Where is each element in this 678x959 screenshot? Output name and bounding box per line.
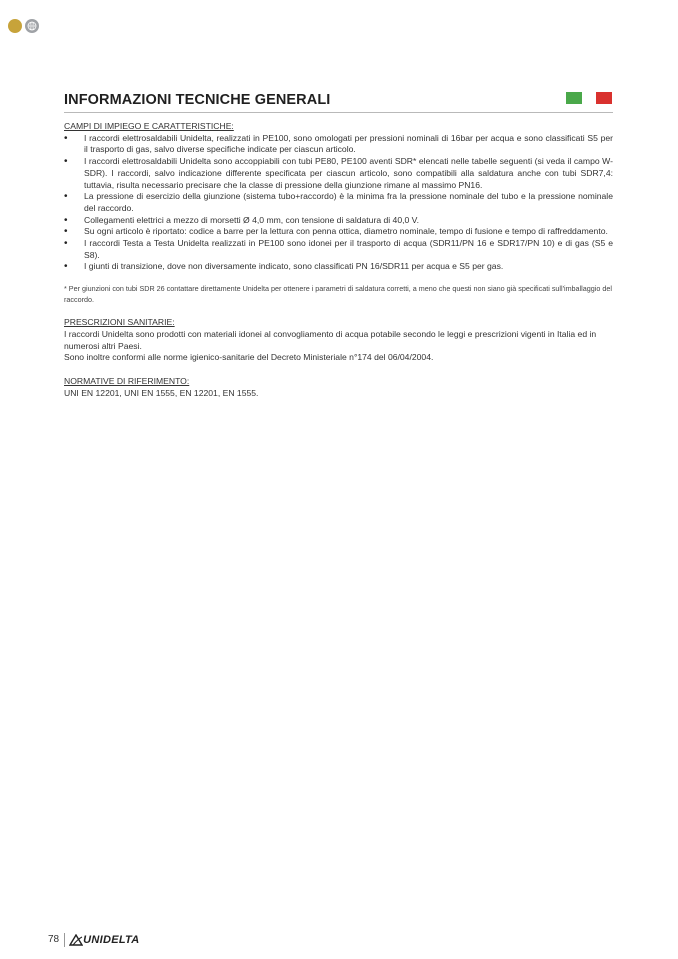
flag-green-swatch [566,92,582,104]
campi-list [64,133,613,273]
campi-section [64,121,613,305]
footnote: * Per giunzioni con tubi SDR 26 contattare direttamente Unidelta per ottenere i parametri di saldatura corretti, a meno che questi non siano già specificati sull'imballaggio del raccordo. [64,284,612,304]
section-header [64,90,613,113]
main-content [64,121,613,399]
list-item: • La pressione di esercizio della giunzione (sistema tubo+raccordo) è la minima fra la pressione nominale del tubo e la pressione nominale del raccordo. [64,191,613,214]
normative-section [64,376,613,399]
list-item: • I giunti di transizione, dove non diversamente indicato, sono classificati PN 16/SDR11 per acqua e S5 per gas. [64,261,613,273]
normative-text: UNI EN 12201, UNI EN 1555, EN 12201, EN 1555. [64,387,259,398]
list-item: • Su ogni articolo è riportato: codice a barre per la lettura con penna ottica, diametro nominale, tempo di fusione e tempo di raffreddamento. [64,226,613,238]
list-item: • Collegamenti elettrici a mezzo di morsetti Ø 4,0 mm, con tensione di saldatura di 40,0 V. [64,215,613,227]
top-corner-badges [8,19,39,33]
prescrizioni-heading: PRESCRIZIONI SANITARIE: [64,317,175,328]
page-footer [48,933,140,947]
normative-heading: NORMATIVE DI RIFERIMENTO: [64,375,190,386]
page-number: 78 [48,933,65,947]
prescrizioni-paragraph: Sono inoltre conformi alle norme igienico-sanitarie del Decreto Ministeriale n°174 del 06/04/2004. [64,352,434,363]
unidelta-logo [69,934,139,946]
delta-logo-icon [69,934,83,946]
logo-text: UNIDELTA [83,934,140,946]
flag-red-swatch [596,92,612,104]
prescrizioni-section [64,317,613,364]
prescrizioni-paragraph: I raccordi Unidelta sono prodotti con materiali idonei al convogliamento di acqua potabile secondo le leggi e prescrizioni vigenti in Italia ed in numerosi altri Paesi. [64,328,597,351]
gold-dot-icon [8,19,22,33]
list-item: • I raccordi elettrosaldabili Unidelta sono accoppiabili con tubi PE80, PE100 aventi SDR* elencati nelle tabelle seguenti (si veda il campo W-SDR). I raccordi, salvo indicazione differente specificata per ciascun articolo, sono compatibili alla saldatura anche con tubi SDR7,4: tuttavia, risulta necessario precisare che la classe di pressione della giunzione rimane al massimo PN16. [64,156,613,191]
globe-icon [25,19,39,33]
list-item: • I raccordi elettrosaldabili Unidelta, realizzati in PE100, sono omologati per pressioni nominali di 16bar per acqua e sono classificati S5 per il trasporto di gas, salvo diverse specifiche indicate per ciascun articolo. [64,133,613,156]
page-title: INFORMAZIONI TECNICHE GENERALI [64,92,331,108]
list-item: • I raccordi Testa a Testa Unidelta realizzati in PE100 sono idonei per il trasporto di acqua (SDR11/PN 16 e SDR17/PN 10) e di gas (S5 e S8). [64,238,613,261]
campi-heading: CAMPI DI IMPIEGO E CARATTERISTICHE: [64,121,234,131]
